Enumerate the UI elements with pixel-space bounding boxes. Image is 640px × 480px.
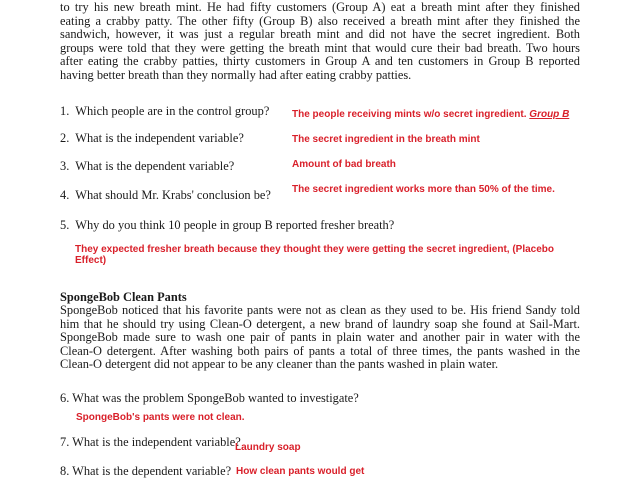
- paragraph-line: SpongeBob made sure to wash one pair of pants in plain water and another pair in water with the: [60, 330, 580, 345]
- question-number: 4.: [60, 188, 70, 202]
- paragraph-line: having better breath than they normally had after eating crabby patties.: [60, 67, 412, 82]
- question-text: What is the dependent variable?: [72, 464, 232, 478]
- question-2: [60, 131, 244, 146]
- paragraph-line: eating a crabby patty. The other fifty (Group B) also received a breath mint after they finished the: [60, 13, 580, 28]
- question-8: [60, 464, 231, 479]
- question-number: 7.: [60, 435, 70, 449]
- answer-6: SpongeBob's pants were not clean.: [76, 412, 245, 423]
- question-number: 6.: [60, 391, 70, 405]
- section-title: SpongeBob Clean Pants: [60, 290, 187, 304]
- question-text: What was the problem SpongeBob wanted to investigate?: [72, 391, 359, 405]
- paragraph-line: Clean-O detergent did not appear to be any cleaner than the pants washed in plain water.: [60, 357, 499, 372]
- question-number: 2.: [60, 131, 70, 145]
- question-number: 5.: [60, 218, 70, 232]
- breath-mint-paragraph: [60, 1, 580, 83]
- answer-text: The people receiving mints w/o secret ingredient.: [292, 109, 527, 120]
- answer-7: Laundry soap: [235, 442, 301, 453]
- question-4: [60, 188, 271, 203]
- answer-emphasis: Group B: [529, 109, 570, 120]
- paragraph-line: Clean-O detergent. After washing both pairs of pants a total of three times, the pants washed in the: [60, 343, 580, 358]
- paragraph-line: SpongeBob noticed that his favorite pants were not as clean as they used to be. His friend Sandy told: [60, 303, 580, 317]
- answer-3: Amount of bad breath: [292, 159, 396, 170]
- question-7: [60, 435, 241, 450]
- question-text: Which people are in the control group?: [75, 104, 270, 118]
- clean-pants-paragraph: [60, 304, 580, 372]
- answer-2: The secret ingredient in the breath mint: [292, 134, 480, 145]
- question-number: 3.: [60, 159, 70, 173]
- question-3: [60, 159, 234, 174]
- question-number: 1.: [60, 104, 70, 118]
- paragraph-line: to try his new breath mint. He had fifty customers (Group A) eat a breath mint after they finished: [60, 0, 580, 14]
- answer-4: The secret ingredient works more than 50% of the time.: [292, 184, 555, 195]
- answer-5: They expected fresher breath because they thought they were getting the secret ingredient, (Placebo Effect): [75, 244, 555, 266]
- answer-8: How clean pants would get: [236, 466, 365, 477]
- question-5: [60, 218, 394, 233]
- question-6: [60, 391, 359, 406]
- question-text: What is the independent variable?: [75, 131, 244, 145]
- question-number: 8.: [60, 464, 70, 478]
- paragraph-line: him that he should try using Clean-O detergent, a new brand of laundry soap she found at Sail-Mart.: [60, 316, 580, 331]
- question-text: What is the dependent variable?: [75, 159, 235, 173]
- answer-1: [292, 109, 569, 120]
- paragraph-line: groups were told that they were getting the breath mint that would cure their bad breath. Two hours: [60, 40, 580, 55]
- question-1: [60, 104, 269, 119]
- question-text: What should Mr. Krabs' conclusion be?: [75, 188, 271, 202]
- question-text: What is the independent variable?: [72, 435, 241, 449]
- paragraph-line: after eating the crabby patties, thirty customers in Group A and ten customers in Group B reported: [60, 54, 580, 69]
- paragraph-line: sandwich, however, it was just a regular breath mint and did not have the secret ingredient. Both: [60, 27, 580, 42]
- question-text: Why do you think 10 people in group B reported fresher breath?: [75, 218, 395, 232]
